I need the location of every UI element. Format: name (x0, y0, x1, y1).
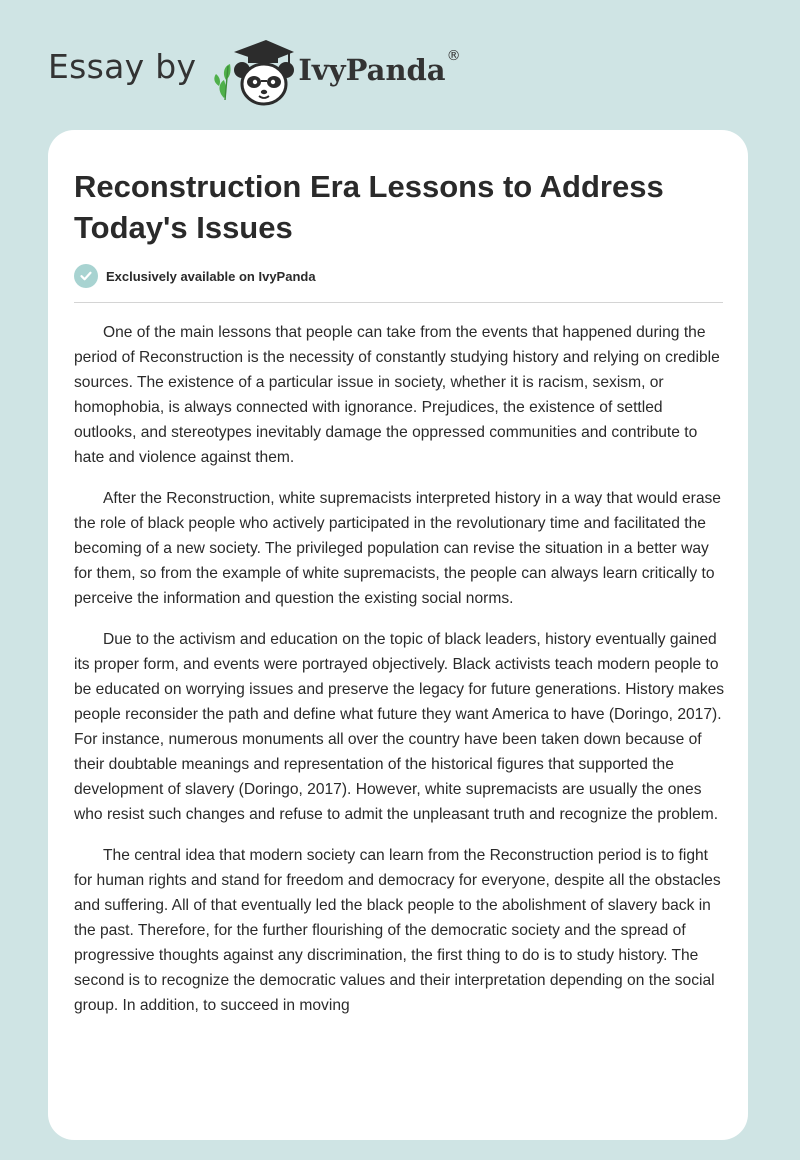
registered-mark: ® (446, 48, 461, 64)
exclusive-label: Exclusively available on IvyPanda (106, 268, 316, 284)
essay-paragraph: One of the main lessons that people can take from the events that happened during the period of Reconstruction is the necessity of constantly studying history and relying on credible sources. The existence of a particular issue in society, whether it is racism, sexism, or homophobia, is always connected with ignorance. Prejudices, the existence of settled outlooks, and stereotypes inevitably damage the oppressed communities and contribute to hate and violence against them. (74, 324, 720, 466)
essay-title: Reconstruction Era Lessons to Address Today's Issues (74, 169, 664, 245)
check-icon (74, 264, 98, 288)
essay-body (74, 320, 726, 1034)
brand-name: IvyPanda (298, 53, 446, 87)
essay-card (48, 130, 748, 1140)
title-divider (74, 302, 723, 303)
essay-by-label: Essay by (48, 46, 197, 86)
exclusive-badge (74, 264, 316, 288)
brand-header (48, 36, 461, 108)
brand-logo-link[interactable] (210, 36, 460, 108)
essay-paragraph: After the Reconstruction, white supremacists interpreted history in a way that would erase the role of black people who actively participated in the revolutionary time and facilitated the becoming of a new society. The privileged population can revise the situation in a better way for them, so from the example of white supremacists, the people can always learn critically to perceive the information and question the existing social norms. (74, 490, 721, 607)
essay-paragraph: Due to the activism and education on the topic of black leaders, history eventually gained its proper form, and events were portrayed objectively. Black activists teach modern people to be educated on worrying issues and preserve the legacy for future generations. History makes people reconsider the path and define what future they want America to have (Doringo, 2017). For instance, numerous monuments all over the country have been taken down because of their doubtable meanings and representation of the historical figures that supported the development of slavery (Doringo, 2017). However, white supremacists are usually the ones who resist such changes and refuse to admit the unpleasant truth and recognize the problem. (74, 631, 725, 823)
essay-paragraph: The central idea that modern society can learn from the Reconstruction period is to fight for human rights and stand for freedom and democracy for everyone, despite all the obstacles and suffering. All of that eventually led the black people to the abolishment of slavery back in the past. Therefore, for the further flourishing of the democratic society and the spread of progressive thoughts against any discrimination, the first thing to do is to study history. The second is to recognize the democratic values and their interpretation depending on the social group. In addition, to succeed in moving (74, 847, 721, 1014)
panda-graduate-icon (210, 36, 294, 108)
